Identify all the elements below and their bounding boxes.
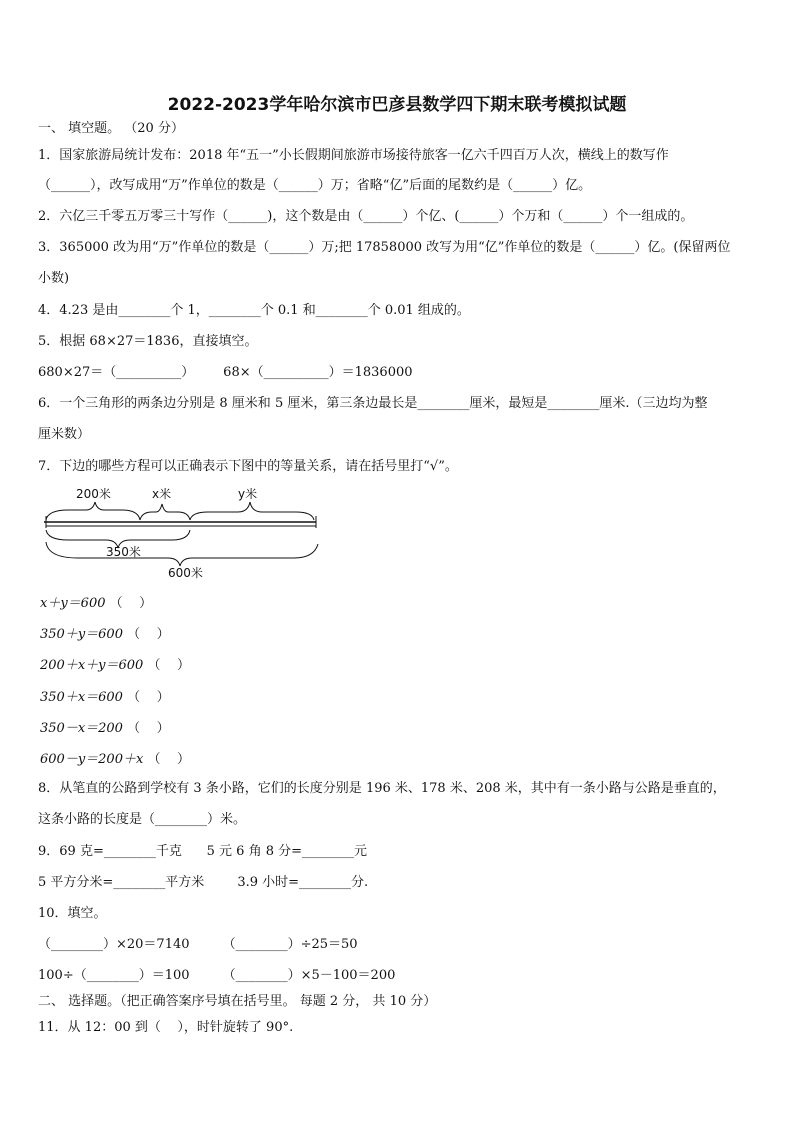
segment-diagram [38,482,328,582]
answer-blank[interactable]: （ ） [127,721,170,736]
question-9-line-2: 5 平方分米=________平方米 3.9 小时=________分. [38,875,369,890]
answer-blank[interactable]: （ ） [147,752,190,767]
answer-blank[interactable]: （ ） [147,658,190,673]
answer-blank[interactable]: （ ） [127,627,170,642]
answer-blank[interactable]: （ ） [109,596,153,611]
label-600m: 600米 [168,566,203,580]
question-3-line-2: 小数) [38,271,70,286]
question-10-stem: 10．填空。 [38,906,107,921]
label-y-m: y米 [238,487,258,501]
equation-4: 350＋x＝600 （ ） [40,690,170,705]
label-200m: 200米 [76,487,111,501]
question-2: 2．六亿三千零五万零三十写作（______)，这个数是由（______）个亿、(______）个万和（______）个一组成的。 [38,209,694,224]
section-heading-multiple-choice: 二、 选择题。（把正确答案序号填在括号里。 每题 2 分， 共 10 分） [38,994,437,1009]
equation-2: 350＋y＝600 （ ） [40,627,170,642]
question-9-line-1: 9．69 克=________千克 5 元 6 角 8 分=________元 [38,844,367,859]
question-6-line-1: 6．一个三角形的两条边分别是 8 厘米和 5 厘米，第三条边最长是________厘米，最短是________厘米.（三边均为整 [38,396,708,411]
question-10-line-2: 100÷（________）＝100 （________）×5－100＝200 [38,968,396,983]
page-title: 2022-2023学年哈尔滨市巴彦县数学四下期末联考模拟试题 [167,95,627,115]
equation-5: 350－x＝200 （ ） [40,721,170,736]
question-1-line-1: 1．国家旅游局统计发布：2018 年“五一”小长假期间旅游市场接待旅客一亿六千四百万人次，横线上的数写作 [38,148,669,163]
equation-6: 600－y＝200＋x （ ） [40,752,190,767]
equation-1: x＋y＝600 （ ） [40,596,153,611]
question-8-line-1: 8．从笔直的公路到学校有 3 条小路，它们的长度分别是 196 米、178 米、208 米，其中有一条小路与公路是垂直的， [38,781,726,796]
question-1-line-2: （______），改写成用“万”作单位的数是（______）万；省略“亿”后面的尾数约是（______）亿。 [38,178,592,193]
question-7-stem: 7．下边的哪些方程可以正确表示下图中的等量关系，请在括号里打“√”。 [38,459,458,474]
question-5-line-1: 5．根据 68×27＝1836，直接填空。 [38,334,258,349]
question-10-line-1: （________）×20＝7140 （________）÷25＝50 [38,937,358,952]
question-6-line-2: 厘米数） [38,427,91,442]
section-heading-fill-in: 一、 填空题。 （20 分） [38,121,184,136]
answer-blank[interactable]: （ ） [127,690,170,705]
question-8-line-2: 这条小路的长度是（________）米。 [38,812,247,827]
question-4: 4．4.23 是由________个 1，________个 0.1 和________个 0.01 组成的。 [38,303,470,318]
label-x-m: x米 [152,487,172,501]
label-350m: 350米 [106,545,141,559]
question-3-line-1: 3．365000 改为用“万”作单位的数是（______）万;把 17858000 改写为用“亿”作单位的数是（______）亿。(保留两位 [38,240,731,255]
question-5-line-2: 680×27＝（__________） 68×（__________）＝1836000 [38,365,413,380]
question-11: 11．从 12：00 到（ ），时针旋转了 90°. [38,1020,294,1035]
equation-3: 200＋x＋y＝600 （ ） [40,658,190,673]
